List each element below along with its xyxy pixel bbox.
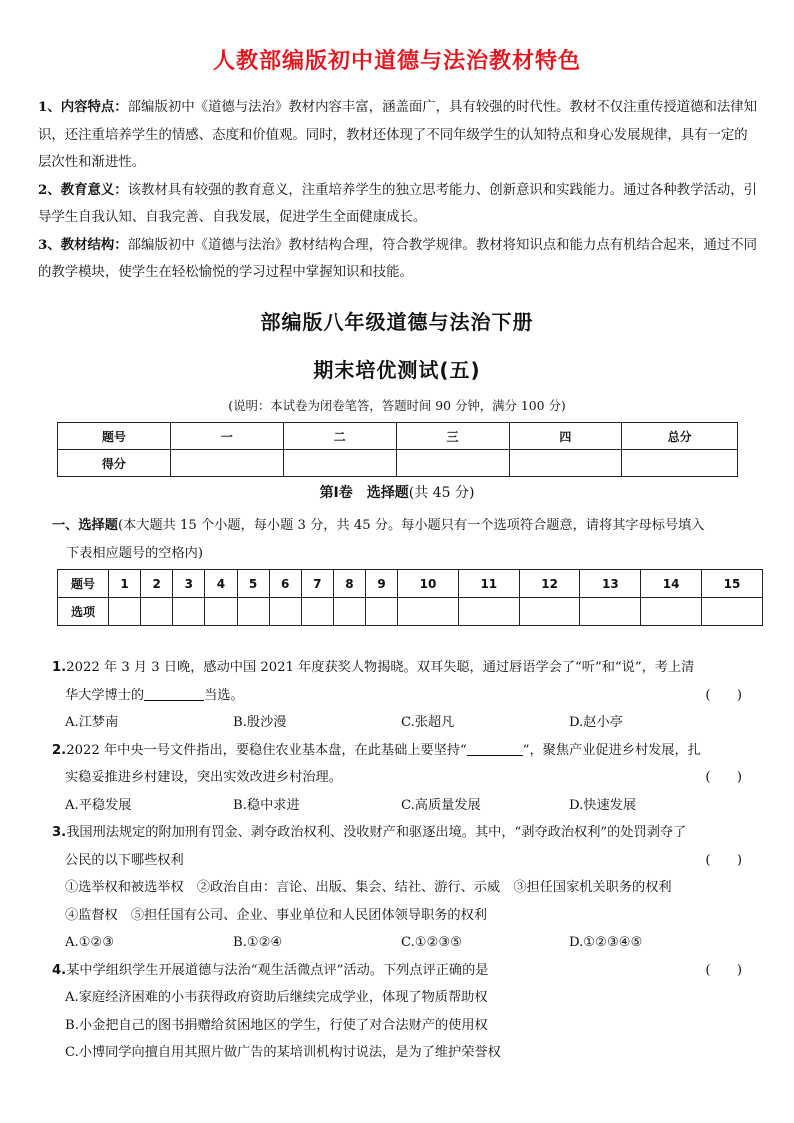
exam-subtitle: 期末培优测试(五) xyxy=(313,358,481,382)
answer-number: 13 xyxy=(580,570,641,598)
answer-cell[interactable] xyxy=(141,598,173,626)
answer-number: 12 xyxy=(519,570,580,598)
answer-header-label: 题号 xyxy=(58,570,109,598)
answer-row-label: 选项 xyxy=(58,598,109,626)
option-c[interactable]: C.高质量发展 xyxy=(401,797,481,813)
question-3-stem xyxy=(52,819,742,847)
question-3-items-cont: ④监督权 ⑤担任国有公司、企业、事业单位和人民团体领导职务的权利 xyxy=(65,907,487,923)
answer-cell[interactable] xyxy=(237,598,269,626)
question-text: 2022 年中央一号文件指出，要稳住农业基本盘，在此基础上要坚持“ xyxy=(66,742,467,758)
question-text: 2022 年 3 月 3 日晚，感动中国 2021 年度获奖人物揭晓。双耳失聪，通过唇语学会了“听”和“说”，考上清 xyxy=(66,660,695,675)
answer-number: 10 xyxy=(398,570,459,598)
question-3-stem-cont xyxy=(52,847,742,875)
exam-title: 部编版八年级道德与法治下册 xyxy=(260,310,534,334)
score-cell[interactable] xyxy=(396,450,509,477)
option-b[interactable]: B.稳中求进 xyxy=(233,797,300,813)
answer-table-choice-row xyxy=(58,598,763,626)
fill-blank[interactable] xyxy=(467,740,523,756)
option-c[interactable]: C.①②③⑤ xyxy=(401,935,463,950)
question-number: 1. xyxy=(52,660,67,675)
answer-cell[interactable] xyxy=(366,598,398,626)
score-header-cell: 题号 xyxy=(58,423,171,450)
answer-paren[interactable]: ( ) xyxy=(705,852,742,868)
question-text: 实稳妥推进乡村建设，突出实效改进乡村治理。 xyxy=(65,770,342,785)
answer-cell[interactable] xyxy=(458,598,519,626)
score-cell[interactable] xyxy=(170,450,283,477)
part-description: (本大题共 15 个小题，每小题 3 分，共 45 分。每小题只有一个选项符合题意，请将其字母标号填入 xyxy=(117,518,705,533)
part-description-cont: 下表相应题号的空格内) xyxy=(66,546,204,561)
section-title: 第Ⅰ卷 选择题 xyxy=(319,485,409,501)
option-a[interactable]: A.①②③ xyxy=(65,935,115,950)
score-header-cell: 四 xyxy=(509,423,622,450)
answer-number: 11 xyxy=(458,570,519,598)
answer-paren[interactable]: ( ) xyxy=(705,962,742,978)
intro-item-text: 部编版初中《道德与法治》教材结构合理，符合教学规律。教材将知识点和能力点有机结合起来，通过不同的教学模块，使学生在轻松愉悦的学习过程中掌握知识和技能。 xyxy=(38,237,758,280)
question-1-stem xyxy=(52,654,742,682)
answer-table xyxy=(57,569,763,626)
answer-cell[interactable] xyxy=(269,598,301,626)
option-d[interactable]: D.①②③④⑤ xyxy=(569,935,643,950)
question-list xyxy=(52,654,742,1067)
intro-item-content xyxy=(38,94,760,177)
score-cell[interactable] xyxy=(622,450,738,477)
answer-table-number-row xyxy=(58,570,763,598)
part-instructions-line xyxy=(52,512,762,540)
answer-number: 9 xyxy=(366,570,398,598)
answer-cell[interactable] xyxy=(641,598,702,626)
question-text: 某中学组织学生开展道德与法治“观生活微点评”活动。下列点评正确的是 xyxy=(66,962,489,978)
question-number: 3. xyxy=(52,825,67,840)
score-header-cell: 三 xyxy=(396,423,509,450)
answer-cell[interactable] xyxy=(519,598,580,626)
intro-item-structure xyxy=(38,232,760,287)
answer-number: 4 xyxy=(205,570,237,598)
answer-number: 1 xyxy=(109,570,141,598)
answer-number: 5 xyxy=(237,570,269,598)
score-table-score-row xyxy=(58,450,738,477)
option-a[interactable]: A.家庭经济困难的小韦获得政府资助后继续完成学业，体现了物质帮助权 xyxy=(65,990,488,1005)
answer-number: 15 xyxy=(702,570,763,598)
part-label: 一、选择题 xyxy=(52,518,118,533)
intro-item-label: 3、教材结构： xyxy=(38,236,128,253)
score-table xyxy=(57,422,738,477)
question-2-stem-cont xyxy=(52,764,742,792)
fill-blank[interactable] xyxy=(144,685,204,701)
option-c[interactable]: C.小博同学向擅自用其照片做广告的某培训机构讨说法，是为了维护荣誉权 xyxy=(65,1045,501,1060)
question-2-options xyxy=(52,792,742,820)
answer-cell[interactable] xyxy=(205,598,237,626)
question-number: 2. xyxy=(52,742,67,758)
intro-item-text: 该教材具有较强的教育意义，注重培养学生的独立思考能力、创新意识和实践能力。通过各种教学活动，引导学生自我认知、自我完善、自我发展，促进学生全面健康成长。 xyxy=(38,182,758,225)
answer-cell[interactable] xyxy=(580,598,641,626)
question-text: 当选。 xyxy=(204,687,244,703)
intro-item-meaning xyxy=(38,177,760,232)
question-text: 华大学博士的 xyxy=(65,687,145,703)
question-3-items: ①选举权和被选举权 ②政治自由：言论、出版、集会、结社、游行、示威 ③担任国家机关职务的权利 xyxy=(65,880,672,895)
answer-cell[interactable] xyxy=(109,598,141,626)
score-header-cell: 一 xyxy=(170,423,283,450)
question-1-stem-cont xyxy=(52,682,742,710)
question-2-stem xyxy=(52,737,742,765)
intro-item-text: 部编版初中《道德与法治》教材内容丰富，涵盖面广，具有较强的时代性。教材不仅注重传授道德和法律知识，还注重培养学生的情感、态度和价值观。同时，教材还体现了不同年级学生的认知特点和身心发展规律，具有一定的层次性和渐进性。 xyxy=(38,100,758,170)
answer-cell[interactable] xyxy=(702,598,763,626)
part-instructions xyxy=(52,512,762,568)
question-text: 我国刑法规定的附加刑有罚金、剥夺政治权利、没收财产和驱逐出境。其中，“剥夺政治权利”的处罚剥夺了 xyxy=(66,825,687,840)
section-points: (共 45 分) xyxy=(408,485,475,501)
banner-title: 人教部编版初中道德与法治教材特色 xyxy=(212,49,581,74)
score-header-cell: 总分 xyxy=(622,423,738,450)
score-cell[interactable] xyxy=(509,450,622,477)
section-heading xyxy=(0,482,794,502)
intro-section xyxy=(38,94,760,287)
intro-item-label: 2、教育意义： xyxy=(38,181,128,198)
option-d[interactable]: D.赵小亭 xyxy=(569,715,623,730)
score-cell[interactable] xyxy=(283,450,396,477)
question-4-stem xyxy=(52,957,742,985)
exam-note: (说明：本试卷为闭卷笔答，答题时间 90 分钟，满分 100 分) xyxy=(228,398,566,413)
option-d[interactable]: D.快速发展 xyxy=(569,797,637,813)
intro-item-label: 1、内容特点： xyxy=(38,99,128,115)
answer-cell[interactable] xyxy=(398,598,459,626)
score-row-label: 得分 xyxy=(58,450,171,477)
option-c[interactable]: C.张超凡 xyxy=(401,715,455,730)
answer-paren[interactable]: ( ) xyxy=(705,687,742,703)
answer-paren[interactable]: ( ) xyxy=(705,770,742,785)
option-b[interactable]: B.①②④ xyxy=(233,935,283,950)
question-1-options xyxy=(52,709,742,737)
option-a[interactable]: A.江梦南 xyxy=(65,715,119,730)
answer-cell[interactable] xyxy=(333,598,365,626)
option-b[interactable]: B.殷沙漫 xyxy=(233,715,287,730)
option-a[interactable]: A.平稳发展 xyxy=(65,797,132,813)
answer-cell[interactable] xyxy=(173,598,205,626)
answer-number: 6 xyxy=(269,570,301,598)
score-header-cell: 二 xyxy=(283,423,396,450)
question-number: 4. xyxy=(52,962,67,978)
question-text: ”，聚焦产业促进乡村发展，扎 xyxy=(522,742,701,758)
answer-number: 8 xyxy=(333,570,365,598)
question-text: 公民的以下哪些权利 xyxy=(65,852,184,868)
score-table-header-row xyxy=(58,423,738,450)
answer-number: 3 xyxy=(173,570,205,598)
answer-number: 7 xyxy=(301,570,333,598)
answer-number: 2 xyxy=(141,570,173,598)
option-b[interactable]: B.小金把自己的图书捐赠给贫困地区的学生，行使了对合法财产的使用权 xyxy=(65,1017,488,1033)
question-3-options xyxy=(52,929,742,957)
answer-cell[interactable] xyxy=(301,598,333,626)
answer-number: 14 xyxy=(641,570,702,598)
